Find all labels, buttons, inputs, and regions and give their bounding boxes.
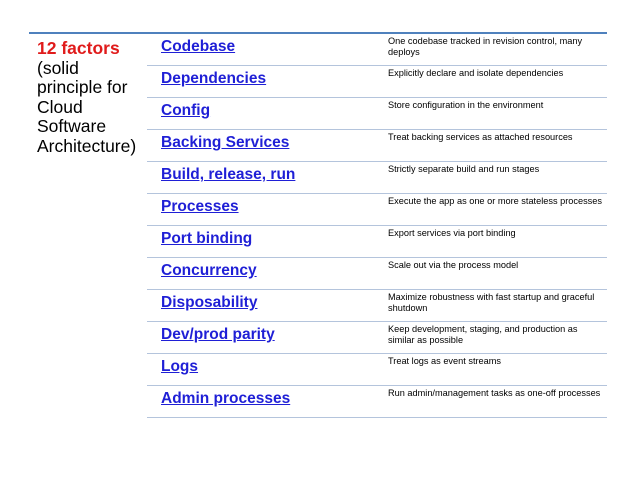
- factor-description: Maximize robustness with fast startup and graceful shutdown: [388, 292, 595, 313]
- factors-table: [147, 34, 607, 418]
- factor-row: [147, 258, 607, 290]
- slide-heading: 12 factors: [37, 38, 120, 58]
- factor-link-concurrency[interactable]: Concurrency: [161, 262, 257, 279]
- factor-row: [147, 290, 607, 322]
- factor-description: Export services via port binding: [388, 228, 516, 238]
- factor-row: [147, 130, 607, 162]
- factor-description: Keep development, staging, and production as similar as possible: [388, 324, 578, 345]
- slide-subtitle: (solid principle for Cloud Software Architecture): [37, 57, 137, 156]
- factor-link-port-binding[interactable]: Port binding: [161, 230, 253, 247]
- factor-link-backing-services[interactable]: Backing Services: [161, 134, 290, 151]
- factor-description: Explicitly declare and isolate dependencies: [388, 68, 564, 78]
- factor-row: [147, 34, 607, 66]
- factor-row: [147, 162, 607, 194]
- factor-link-codebase[interactable]: Codebase: [161, 38, 236, 55]
- factor-link-disposability[interactable]: Disposability: [161, 294, 258, 311]
- factor-description: One codebase tracked in revision control, many deploys: [388, 36, 583, 57]
- factor-link-admin-processes[interactable]: Admin processes: [161, 390, 291, 407]
- factor-link-dependencies[interactable]: Dependencies: [161, 70, 267, 87]
- factor-row: [147, 98, 607, 130]
- factor-row: [147, 194, 607, 226]
- factor-row: [147, 322, 607, 354]
- factor-row: [147, 354, 607, 386]
- factor-row: [147, 66, 607, 98]
- factor-description: Store configuration in the environment: [388, 100, 544, 110]
- factor-description: Treat logs as event streams: [388, 356, 502, 366]
- factor-link-logs[interactable]: Logs: [161, 358, 199, 375]
- factor-row: [147, 386, 607, 418]
- factor-description: Treat backing services as attached resources: [388, 132, 573, 142]
- factor-description: Scale out via the process model: [388, 260, 519, 270]
- left-column: [37, 39, 149, 156]
- factor-link-processes[interactable]: Processes: [161, 198, 239, 215]
- factor-link-config[interactable]: Config: [161, 102, 211, 119]
- factor-description: Execute the app as one or more stateless processes: [388, 196, 602, 206]
- factor-description: Strictly separate build and run stages: [388, 164, 540, 174]
- factor-link-dev-prod-parity[interactable]: Dev/prod parity: [161, 326, 275, 343]
- factor-link-build-release-run[interactable]: Build, release, run: [161, 166, 296, 183]
- factor-row: [147, 226, 607, 258]
- factor-description: Run admin/management tasks as one-off processes: [388, 388, 601, 398]
